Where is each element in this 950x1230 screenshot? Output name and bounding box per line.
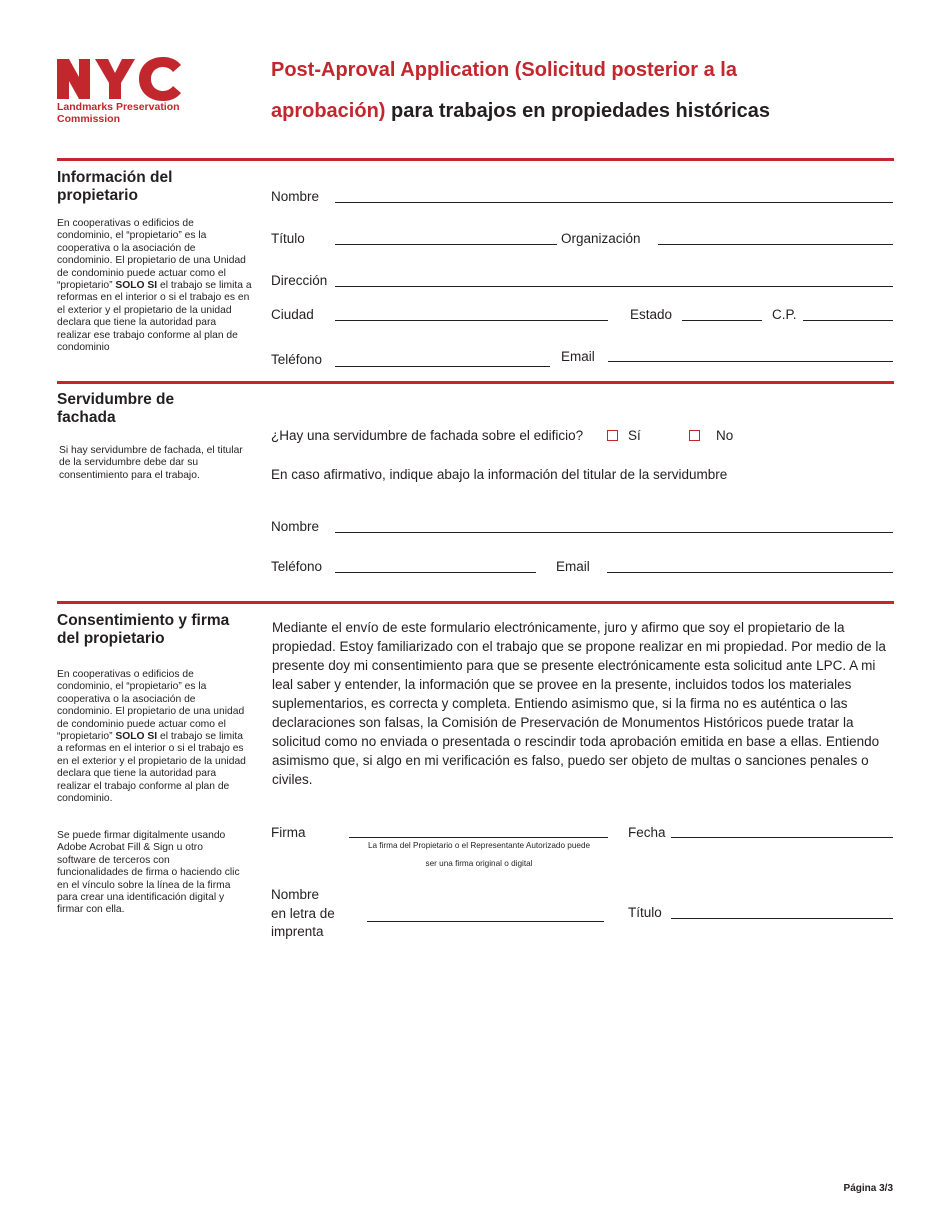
- consent-title-field[interactable]: [671, 918, 893, 919]
- owner-city-field[interactable]: [335, 320, 608, 321]
- signature-field[interactable]: [349, 837, 608, 838]
- print-name-label-line3: imprenta: [271, 924, 324, 939]
- consent-note-bold: SOLO SI: [115, 731, 158, 743]
- owner-organization-label: Organización: [561, 231, 641, 246]
- owner-name-label: Nombre: [271, 189, 320, 204]
- signature-note-line2: ser una firma original o digital: [425, 859, 533, 868]
- easement-name-label: Nombre: [271, 519, 320, 534]
- section-divider-consent: [57, 601, 894, 604]
- date-field[interactable]: [671, 837, 893, 838]
- owner-title-field[interactable]: [335, 244, 557, 245]
- owner-state-field[interactable]: [682, 320, 762, 321]
- print-name-field[interactable]: [367, 921, 604, 922]
- signature-note-line1: La firma del Propietario o el Representante Autorizado puede: [367, 841, 591, 850]
- print-name-label-line2: en letra de: [271, 905, 335, 921]
- print-name-label: [271, 886, 335, 942]
- print-name-label-line1: Nombre: [271, 887, 320, 902]
- easement-no-label: No: [716, 428, 734, 443]
- logo-subtitle-line1: Landmarks Preservation: [57, 101, 180, 113]
- owner-email-label: Email: [561, 349, 595, 364]
- easement-yes-label: Sí: [628, 428, 641, 443]
- owner-name-field[interactable]: [335, 202, 893, 203]
- owner-zip-label: C.P.: [772, 307, 797, 322]
- easement-email-field[interactable]: [607, 572, 893, 573]
- logo-subtitle: [57, 101, 180, 125]
- owner-note-pre: En cooperativas o edificios de condominio, el “propietario” es la cooperativa o la asociación de condominio. El propietario de una Unidad de condominio puede actuar como el “propietario”: [57, 218, 246, 292]
- title-black-part: para trabajos en propiedades históricas: [385, 100, 771, 122]
- easement-question: ¿Hay una servidumbre de fachada sobre el edificio?: [271, 428, 584, 443]
- nyc-wordmark-logo: [55, 55, 187, 101]
- easement-phone-field[interactable]: [335, 572, 536, 573]
- easement-section-note: Si hay servidumbre de fachada, el titular de la servidumbre debe dar su consentimiento para el trabajo.: [59, 445, 243, 481]
- logo-subtitle-line2: Commission: [57, 113, 121, 125]
- easement-email-label: Email: [556, 559, 590, 574]
- consent-section-heading: Consentimiento y firma del propietario: [57, 612, 230, 647]
- easement-name-field[interactable]: [335, 532, 893, 533]
- owner-address-field[interactable]: [335, 286, 893, 287]
- page-title: [271, 50, 911, 132]
- easement-no-checkbox[interactable]: [689, 430, 700, 441]
- consent-affirmation-paragraph: Mediante el envío de este formulario electrónicamente, juro y afirmo que soy el propietario de la propiedad. Estoy familiarizado con el trabajo que se propone realizar en mi propiedad. Por medio de la presente doy mi consentimiento para que se presente electrónicamente esta solicitud ante LPC. A mi leal saber y entender, la información que se provee en la presente, incluidos todos los materiales suplementarios, es correcta y completa. Entiendo asimismo que, si la firma no es auténtica o las declaraciones son falsas, la Comisión de Preservación de Monumentos Históricos puede tratar la solicitud como no enviada o presentada o rescindir toda aprobación emitida en base a ellas. Entiendo asimismo que, si algo en mi verificación es falso, puedo ser objeto de multas o sanciones penales o civiles.: [272, 620, 886, 787]
- easement-phone-label: Teléfono: [271, 559, 323, 574]
- owner-section-note: [57, 218, 252, 354]
- easement-section-heading: Servidumbre de fachada: [57, 391, 175, 426]
- easement-instruction: En caso afirmativo, indique abajo la información del titular de la servidumbre: [271, 467, 728, 482]
- consent-note-pre: En cooperativas o edificios de condominio, el “propietario” es la cooperativa o la asociación de condominio. El propietario de una unidad de condominio puede actuar como el “propietario”: [57, 669, 245, 743]
- page-number: Página 3/3: [843, 1183, 893, 1194]
- consent-section-note: [57, 669, 247, 805]
- owner-note-bold: SOLO SI: [115, 280, 158, 292]
- owner-title-label: Título: [271, 231, 305, 246]
- easement-yes-checkbox[interactable]: [607, 430, 618, 441]
- owner-phone-label: Teléfono: [271, 352, 323, 367]
- owner-phone-field[interactable]: [335, 366, 550, 367]
- owner-state-label: Estado: [630, 307, 673, 322]
- consent-note-post: el trabajo se limita a reformas en el interior o si el trabajo es en el exterior y el propietario de la unidad declara que tiene la autoridad para realizar el trabajo conforme al plan de condominio.: [57, 731, 246, 805]
- consent-title-label: Título: [628, 905, 662, 920]
- owner-zip-field[interactable]: [803, 320, 893, 321]
- signature-label: Firma: [271, 825, 306, 840]
- owner-section-heading: Información del propietario: [57, 169, 173, 204]
- section-divider-easement: [57, 381, 894, 384]
- owner-city-label: Ciudad: [271, 307, 314, 322]
- signature-note: [340, 840, 618, 869]
- date-label: Fecha: [628, 825, 666, 840]
- consent-digital-signature-note: Se puede firmar digitalmente usando Adobe Acrobat Fill & Sign u otro software de terceros con funcionalidades de firma o haciendo clic en el vínculo sobre la línea de la firma para crear una identificación digital y firmar con ella.: [57, 830, 240, 916]
- owner-address-label: Dirección: [271, 273, 328, 288]
- section-divider-owner: [57, 158, 894, 161]
- owner-organization-field[interactable]: [658, 244, 893, 245]
- title-red-part1: Post-Aproval Application (Solicitud posterior a la: [271, 59, 737, 81]
- owner-note-post: el trabajo se limita a reformas en el interior o si el trabajo es en el exterior y el propietario de la unidad declara que tiene la autoridad para realizar ese trabajo conforme al plan de condominio: [57, 280, 252, 354]
- title-red-part2: aprobación): [271, 100, 386, 122]
- owner-email-field[interactable]: [608, 361, 893, 362]
